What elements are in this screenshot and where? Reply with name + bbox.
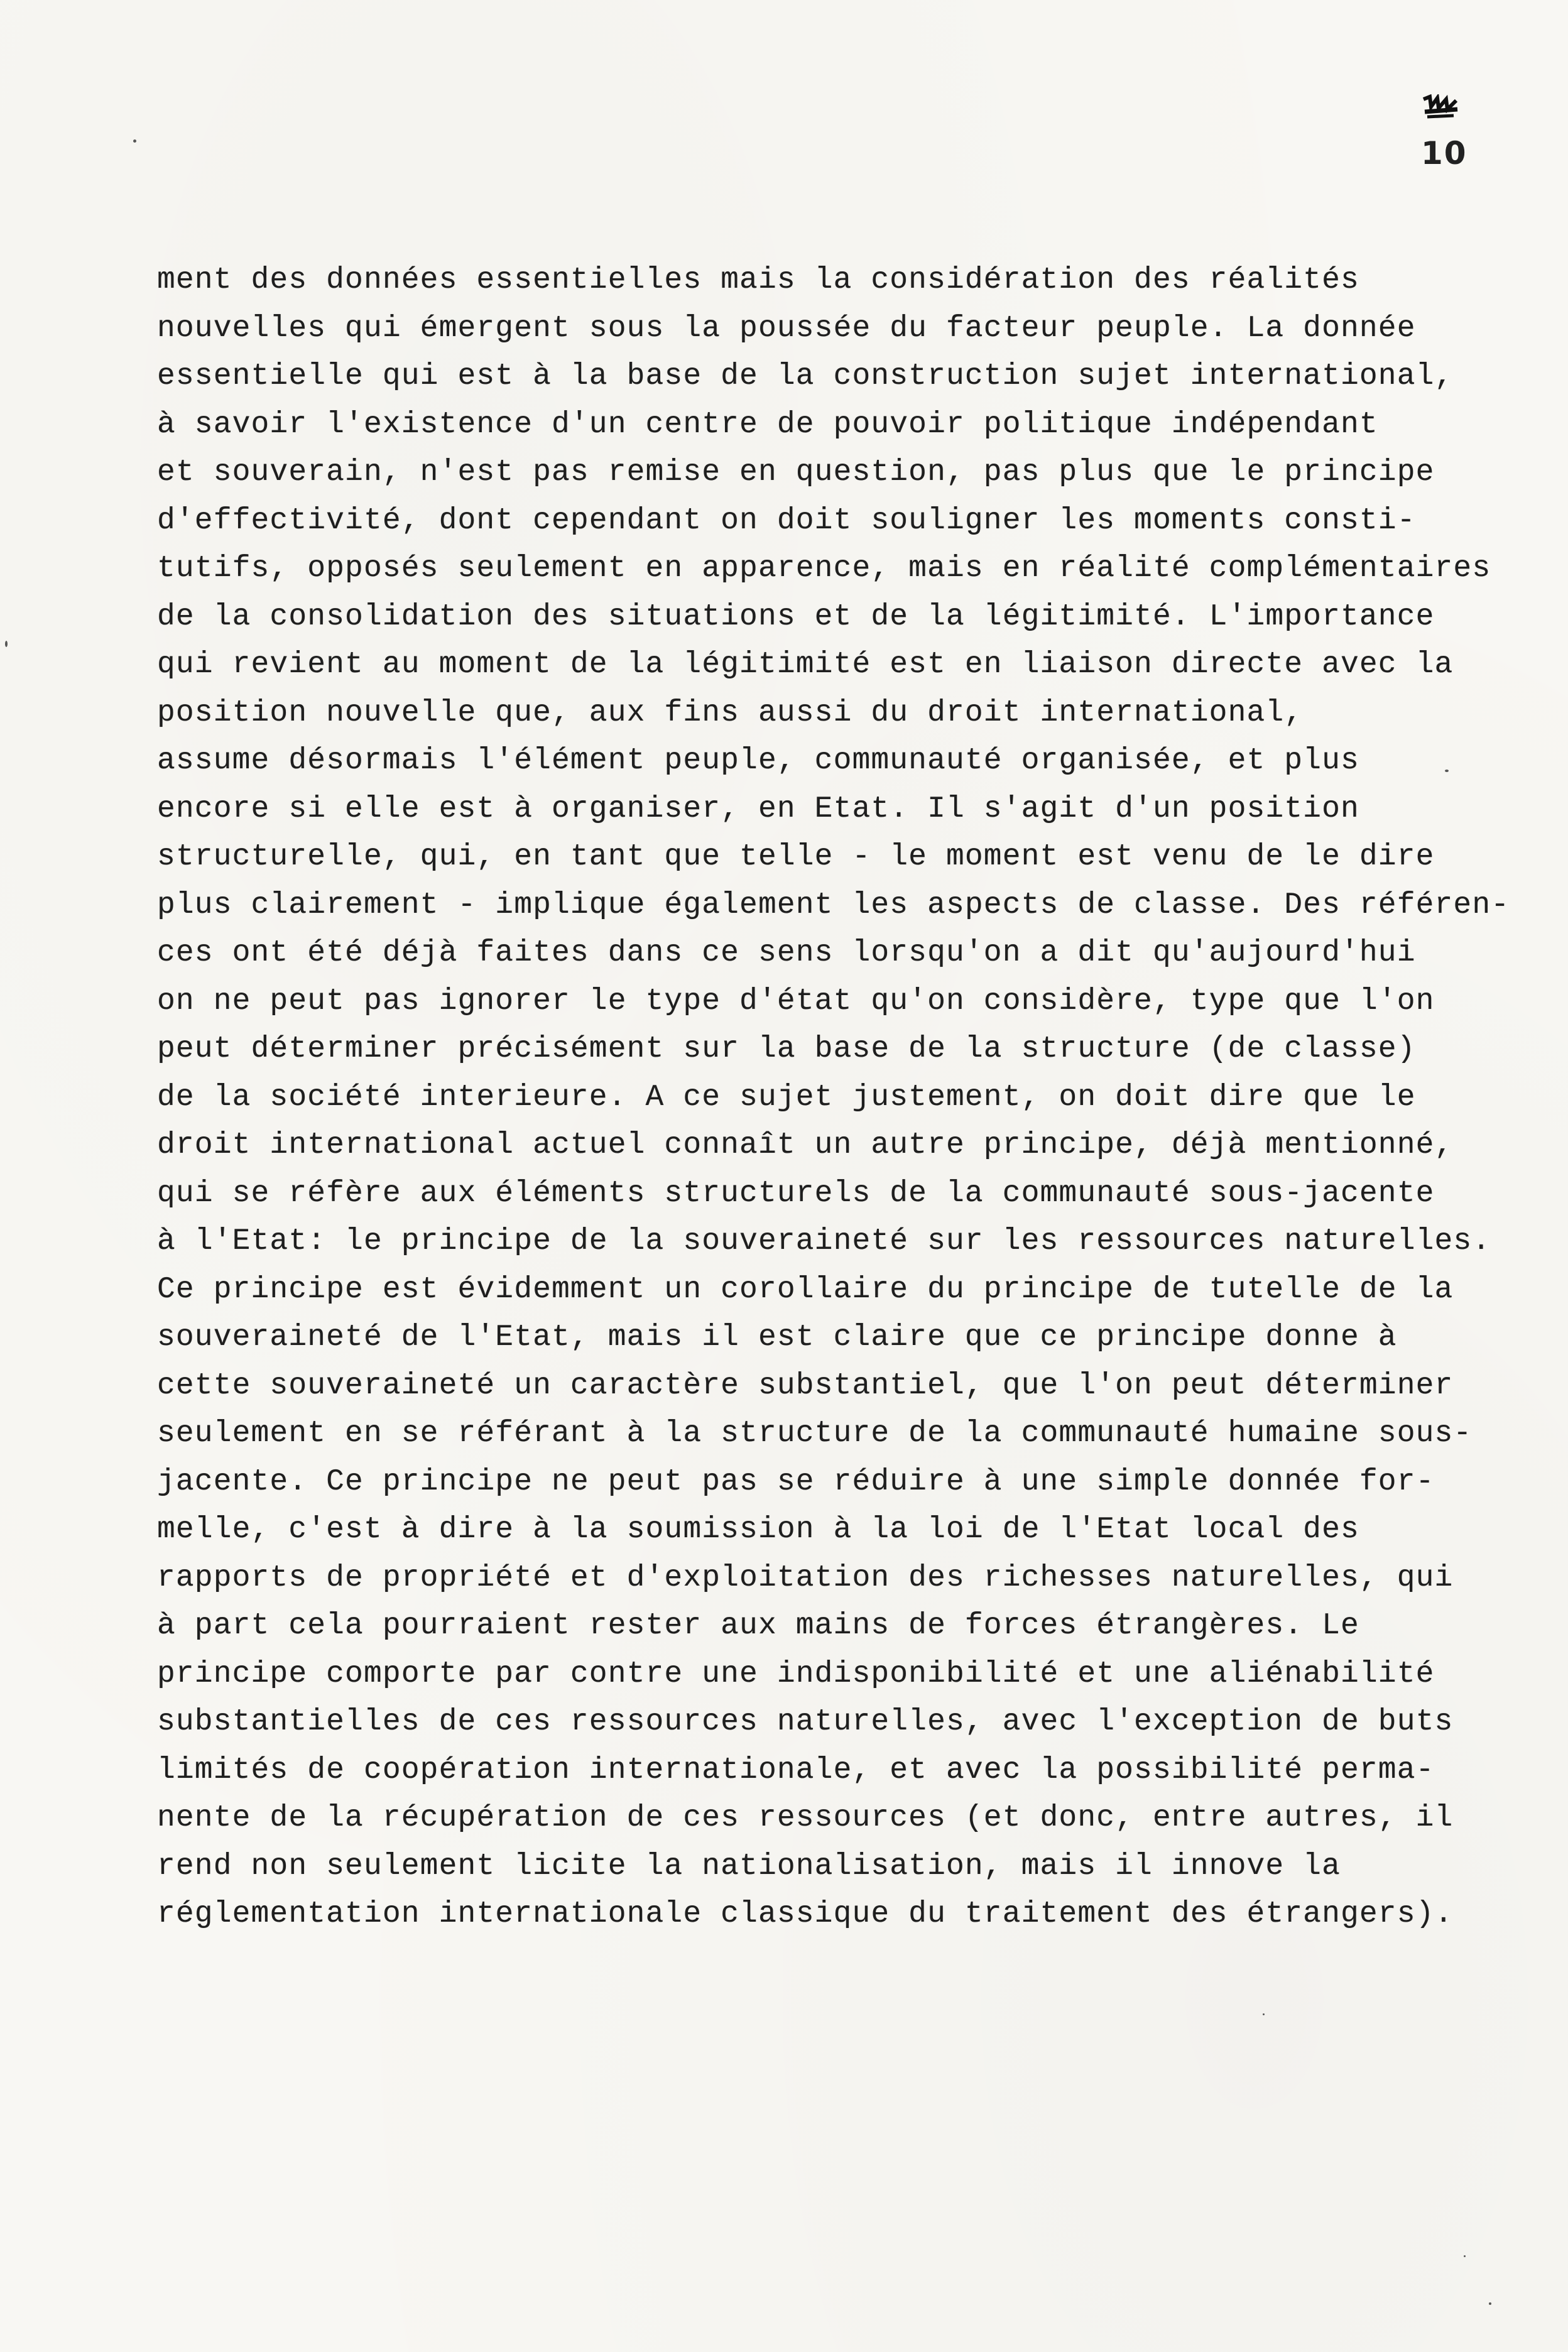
text-line: rend non seulement licite la nationalisation, mais il innove la (157, 1849, 1341, 1883)
scribble-mark-icon (1421, 94, 1460, 121)
text-line: tutifs, opposés seulement en apparence, mais en réalité complémentaires (157, 552, 1491, 585)
text-line: substantielles de ces ressources naturelles, avec l'exception de buts (157, 1705, 1454, 1739)
text-line: position nouvelle que, aux fins aussi du droit international, (157, 695, 1304, 730)
text-line: structurelle, qui, en tant que telle - le moment est venu de le dire (157, 840, 1435, 874)
text-line: seulement en se référant à la structure de la communauté humaine sous- (157, 1417, 1473, 1451)
text-line: principe comporte par contre une indisponibilité et une aliénabilité (157, 1657, 1435, 1691)
text-line: jacente. Ce principe ne peut pas se réduire à une simple donnée for- (157, 1464, 1435, 1499)
text-line: limités de coopération internationale, et avec la possibilité perma- (157, 1753, 1435, 1787)
text-line: souveraineté de l'Etat, mais il est claire que ce principe donne à (157, 1320, 1397, 1354)
text-line: melle, c'est à dire à la soumission à la loi de l'Etat local des (157, 1513, 1359, 1547)
text-line: ment des données essentielles mais la considération des réalités (157, 263, 1359, 297)
scan-speck (1489, 2302, 1491, 2305)
text-line: à savoir l'existence d'un centre de pouvoir politique indépendant (157, 407, 1378, 442)
text-line: cette souveraineté un caractère substantiel, que l'on peut déterminer (157, 1368, 1454, 1403)
scan-speck (1445, 770, 1449, 772)
text-line: ces ont été déjà faites dans ce sens lorsqu'on a dit qu'aujourd'hui (157, 936, 1416, 970)
text-line: nente de la récupération de ces ressources (et donc, entre autres, il (157, 1801, 1454, 1835)
text-line: à l'Etat: le principe de la souveraineté sur les ressources naturelles. (157, 1224, 1491, 1258)
text-line: qui se réfère aux éléments structurels de la communauté sous-jacente (157, 1176, 1435, 1211)
text-line: Ce principe est évidemment un corollaire du principe de tutelle de la (157, 1272, 1454, 1307)
text-line: d'effectivité, dont cependant on doit souligner les moments consti- (157, 503, 1416, 538)
scan-speck (133, 139, 136, 143)
text-line: rapports de propriété et d'exploitation des richesses naturelles, qui (157, 1560, 1454, 1595)
text-line: à part cela pourraient rester aux mains de forces étrangères. Le (157, 1609, 1359, 1643)
text-line: assume désormais l'élément peuple, communauté organisée, et plus (157, 744, 1359, 778)
text-line: de la société interieure. A ce sujet justement, on doit dire que le (157, 1080, 1416, 1114)
text-line: peut déterminer précisément sur la base de la structure (de classe) (157, 1032, 1416, 1066)
text-line: essentielle qui est à la base de la construction sujet international, (157, 359, 1454, 393)
page-number: 10 (1421, 135, 1467, 172)
text-line: nouvelles qui émergent sous la poussée du facteur peuple. La donnée (157, 311, 1416, 346)
scan-speck (1263, 2013, 1265, 2015)
scan-speck (5, 641, 8, 647)
text-line: plus clairement - implique également les aspects de classe. Des référen- (157, 888, 1510, 922)
text-line: qui revient au moment de la légitimité est en liaison directe avec la (157, 648, 1454, 682)
text-line: on ne peut pas ignorer le type d'état qu'on considère, type que l'on (157, 984, 1435, 1018)
text-line: réglementation internationale classique du traitement des étrangers). (157, 1897, 1454, 1931)
text-line: droit international actuel connaît un autre principe, déjà mentionné, (157, 1128, 1454, 1162)
body-text (157, 256, 1539, 1939)
scan-speck (1464, 2255, 1466, 2257)
text-line: encore si elle est à organiser, en Etat. Il s'agit d'un position (157, 792, 1359, 826)
text-line: de la consolidation des situations et de la légitimité. L'importance (157, 599, 1435, 634)
text-line: et souverain, n'est pas remise en question, pas plus que le principe (157, 455, 1435, 489)
